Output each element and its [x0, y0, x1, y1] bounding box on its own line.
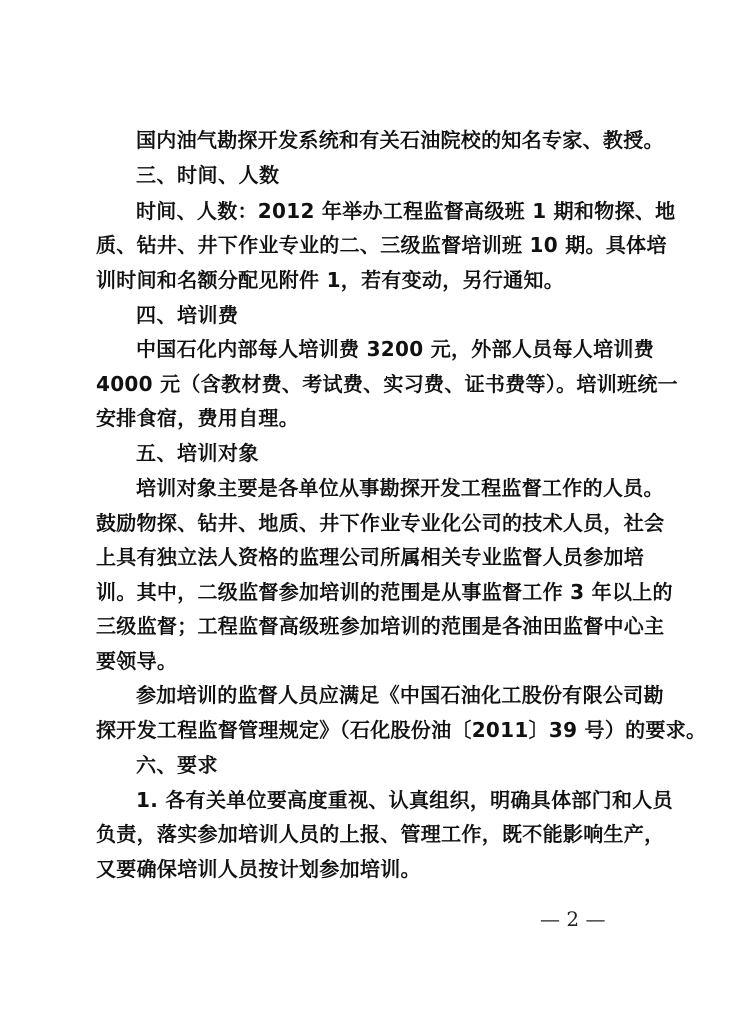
section-heading-time-count: 三、时间、人数 — [136, 163, 280, 187]
paragraph-line: 中国石化内部每人培训费 3200 元，外部人员每人培训费 — [136, 337, 654, 361]
paragraph-line: 探开发工程监督管理规定》（石化股份油〔2011〕39 号）的要求。 — [96, 718, 707, 742]
paragraph-line: 安排食宿，费用自理。 — [96, 406, 299, 430]
paragraph-line: 4000 元（含教材费、考试费、实习费、证书费等）。培训班统一 — [96, 372, 678, 396]
paragraph-line: 又要确保培训人员按计划参加培训。 — [96, 857, 421, 881]
paragraph-line: 时间、人数：2012 年举办工程监督高级班 1 期和物探、地 — [136, 199, 676, 223]
paragraph-line: 培训对象主要是各单位从事勘探开发工程监督工作的人员。 — [136, 476, 664, 500]
section-heading-training-fee: 四、培训费 — [136, 303, 239, 327]
page-number: — 2 — — [540, 907, 606, 931]
section-heading-training-target: 五、培训对象 — [136, 441, 259, 465]
paragraph-line: 三级监督；工程监督高级班参加培训的范围是各油田监督中心主 — [96, 614, 665, 638]
paragraph-line: 上具有独立法人资格的监理公司所属相关专业监督人员参加培 — [96, 545, 645, 569]
paragraph-line: 1. 各有关单位要高度重视、认真组织，明确具体部门和人员 — [136, 788, 673, 812]
paragraph-line: 负责，落实参加培训人员的上报、管理工作，既不能影响生产， — [96, 822, 665, 846]
paragraph-line: 质、钻井、井下作业专业的二、三级监督培训班 10 期。具体培 — [96, 233, 667, 257]
paragraph-line: 训。其中，二级监督参加培训的范围是从事监督工作 3 年以上的 — [96, 580, 673, 604]
section-heading-requirements: 六、要求 — [136, 753, 218, 777]
paragraph-line: 训时间和名额分配见附件 1，若有变动，另行通知。 — [96, 268, 565, 292]
paragraph-line: 国内油气勘探开发系统和有关石油院校的知名专家、教授。 — [136, 128, 664, 152]
paragraph-line: 参加培训的监督人员应满足《中国石油化工股份有限公司勘 — [136, 683, 664, 707]
paragraph-line: 要领导。 — [96, 649, 178, 673]
paragraph-line: 鼓励物探、钻井、地质、井下作业专业化公司的技术人员，社会 — [96, 511, 665, 535]
